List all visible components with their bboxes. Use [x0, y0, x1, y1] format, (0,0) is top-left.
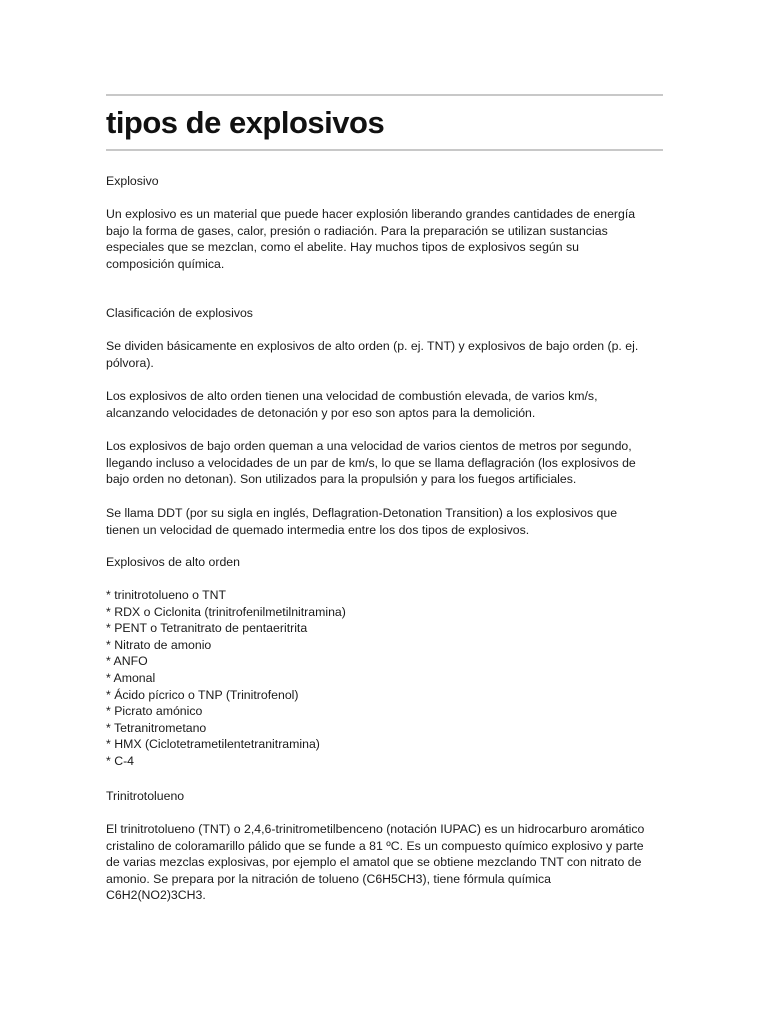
list-item: * trinitrotolueno o TNT [106, 588, 227, 602]
section-heading-trinitrotolueno: Trinitrotolueno [106, 789, 185, 803]
list-item: * RDX o Ciclonita (trinitrofenilmetilnitramina) [106, 604, 346, 619]
paragraph-line: especiales que se mezclan, como el abelite. Hay muchos tipos de explosivos según su [106, 240, 580, 255]
list-item: * Ácido pícrico o TNP (Trinitrofenol) [106, 687, 299, 702]
paragraph-line: pólvora). [106, 355, 154, 370]
alto-orden-list-block [106, 587, 666, 770]
title-divider [106, 149, 663, 151]
paragraph-tnt [106, 821, 666, 904]
paragraph-line: Los explosivos de bajo orden queman a una velocidad de varios cientos de metros por segundo, [106, 439, 632, 453]
list-item: * Tetranitrometano [106, 720, 207, 735]
paragraph-line: alcanzando velocidades de detonación y por eso son aptos para la demolición. [106, 405, 536, 420]
paragraph-line: Un explosivo es un material que puede hacer explosión liberando grandes cantidades de energía [106, 207, 636, 221]
paragraph-line: llegando incluso a velocidades de un par de km/s, lo que se llama deflagración (los explosivos de [106, 455, 636, 470]
paragraph-bajo-orden [106, 438, 666, 488]
list-item: * Amonal [106, 670, 156, 685]
section-heading-clasificacion: Clasificación de explosivos [106, 306, 253, 320]
alto-orden-list [106, 587, 666, 770]
section-heading-alto-orden: Explosivos de alto orden [106, 555, 240, 569]
paragraph-line: tienen un velocidad de quemado intermedia entre los dos tipos de explosivos. [106, 522, 530, 537]
list-item: * Picrato amónico [106, 704, 203, 719]
paragraph-line: C6H2(NO2)3CH3. [106, 888, 206, 903]
section-heading-explosivo: Explosivo [106, 174, 159, 188]
list-item: * Nitrato de amonio [106, 637, 212, 652]
paragraph-line: Se llama DDT (por su sigla en inglés, Deflagration-Detonation Transition) a los explosivos que [106, 506, 618, 520]
list-item: * PENT o Tetranitrato de pentaeritrita [106, 621, 308, 636]
paragraph-line: El trinitrotolueno (TNT) o 2,4,6-trinitrometilbenceno (notación IUPAC) es un hidrocarburo aromático [106, 822, 645, 836]
paragraph-line: amonio. Se prepara por la nitración de tolueno (C6H5CH3), tiene fórmula química [106, 871, 551, 886]
paragraph-line: bajo orden no detonan). Son utilizados para la propulsión y para los fuegos artificiales. [106, 472, 577, 487]
paragraph-intro [106, 206, 666, 272]
paragraph-ddt [106, 505, 666, 538]
page-title: tipos de explosivos [106, 105, 385, 140]
paragraph-alto-orden [106, 388, 666, 421]
list-item: * C-4 [106, 753, 135, 768]
list-item: * HMX (Ciclotetrametilentetranitramina) [106, 737, 320, 752]
paragraph-line: bajo la forma de gases, calor, presión o radiación. Para la preparación se utilizan sustancias [106, 223, 608, 238]
paragraph-line: Los explosivos de alto orden tienen una velocidad de combustión elevada, de varios km/s, [106, 389, 598, 403]
paragraph-line: cristalino de coloramarillo pálido que se funde a 81 ºC. Es un compuesto químico explosivo y parte [106, 838, 644, 853]
paragraph-line: composición química. [106, 256, 225, 271]
paragraph-line: Se dividen básicamente en explosivos de alto orden (p. ej. TNT) y explosivos de bajo orden (p. ej. [106, 339, 639, 353]
top-divider [106, 94, 663, 96]
paragraph-divide [106, 338, 666, 371]
paragraph-line: de varias mezclas explosivas, por ejemplo el amatol que se obtiene mezclando TNT con nitrato de [106, 855, 642, 870]
list-item: * ANFO [106, 654, 148, 669]
